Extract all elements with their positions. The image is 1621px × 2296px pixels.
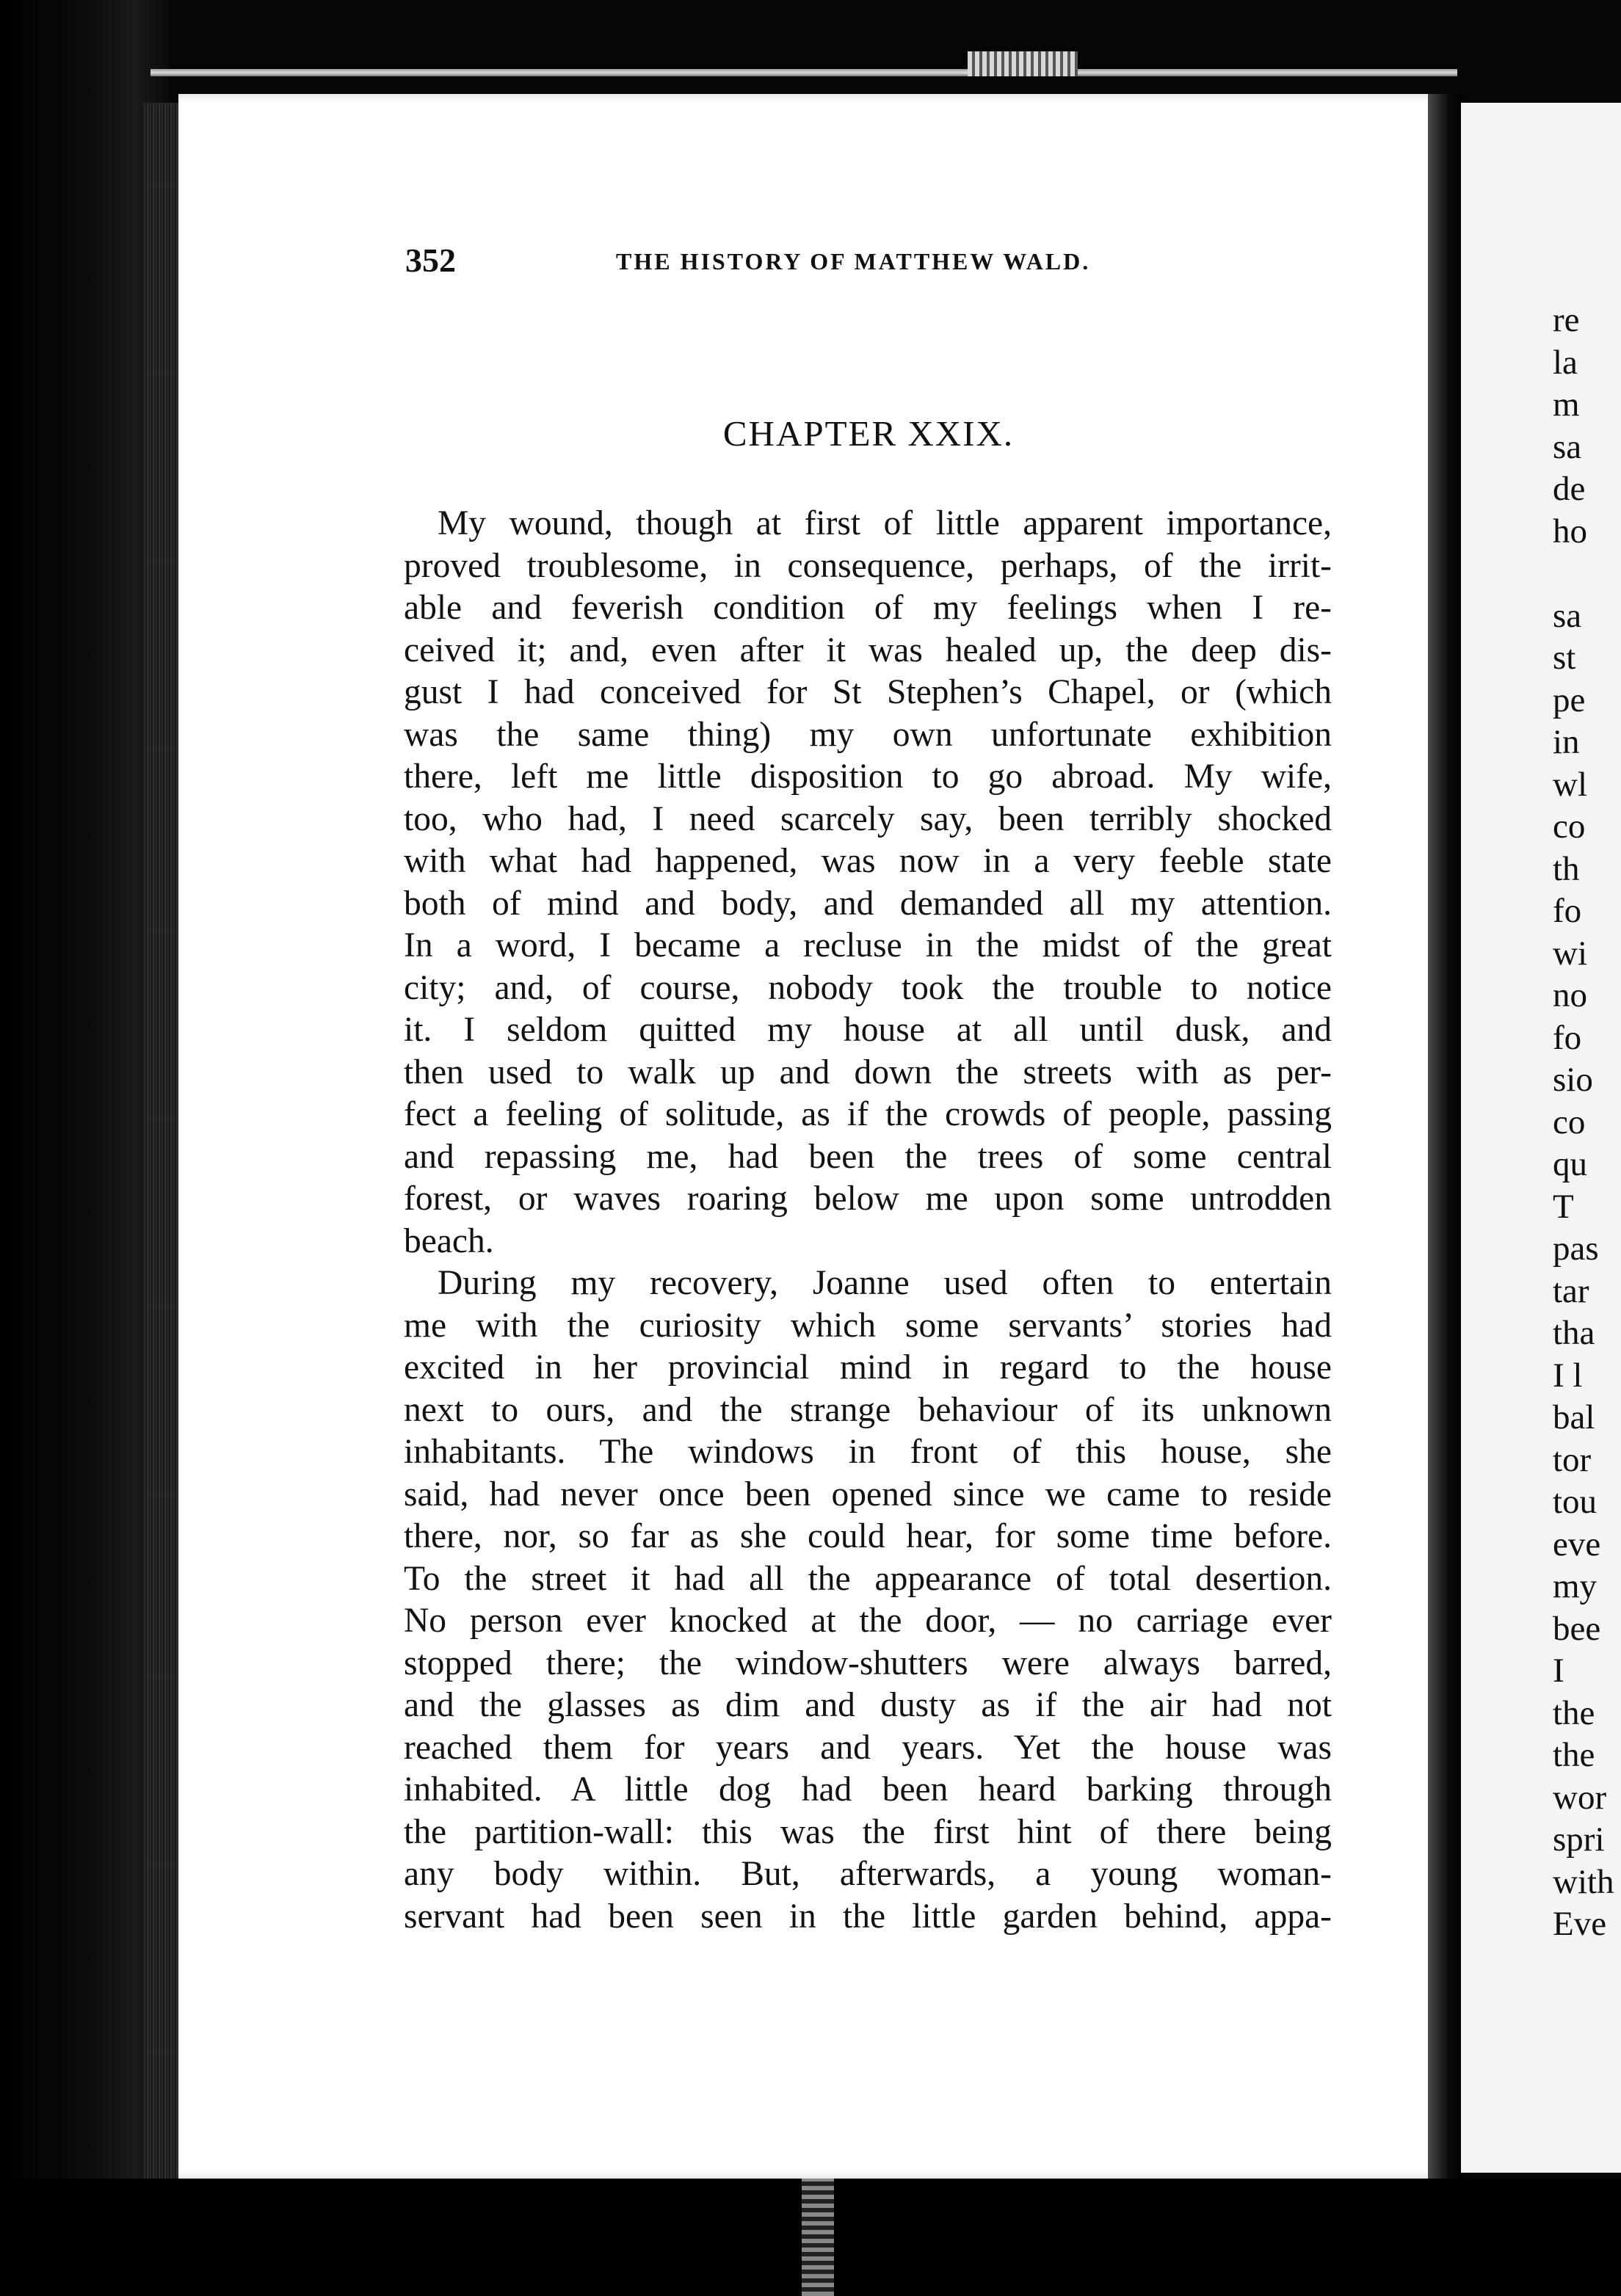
facing-text-line: ho: [1553, 512, 1587, 551]
facing-text-line: de: [1553, 470, 1586, 508]
text-line: No person ever knocked at the door, — no carriage ever: [404, 1602, 1332, 1640]
running-head: [405, 241, 1213, 277]
facing-text-line: no: [1553, 976, 1587, 1014]
text-line: To the street it had all the appearance of total desertion.: [404, 1559, 1332, 1598]
library-stamp-mark: [968, 51, 1078, 76]
facing-text-line: I l: [1553, 1356, 1583, 1395]
facing-text-line: tou: [1553, 1483, 1598, 1521]
facing-text-line: qu: [1553, 1145, 1587, 1183]
page-stack: [143, 103, 180, 2180]
text-line: excited in her provincial mind in regard to the house: [404, 1348, 1332, 1387]
text-line: beach.: [404, 1221, 494, 1260]
facing-text-line: st: [1553, 639, 1576, 677]
facing-text-line: spri: [1553, 1820, 1605, 1859]
text-line: proved troublesome, in consequence, perhaps, of the irrit-: [404, 546, 1332, 585]
text-line: next to ours, and the strange behaviour of its unknown: [404, 1390, 1332, 1429]
text-line: In a word, I became a recluse in the midst of the great: [404, 926, 1332, 964]
text-line: the partition-wall: this was the first hint of there being: [404, 1812, 1332, 1851]
text-line: inhabited. A little dog had been heard barking through: [404, 1770, 1332, 1809]
text-line: too, who had, I need scarcely say, been terribly shocked: [404, 799, 1332, 838]
facing-text-line: co: [1553, 807, 1586, 846]
text-line: forest, or waves roaring below me upon some untrodden: [404, 1180, 1332, 1218]
facing-text-line: pas: [1553, 1229, 1599, 1268]
facing-text-line: the: [1553, 1736, 1595, 1774]
text-line: ceived it; and, even after it was healed up, the deep dis-: [404, 631, 1332, 669]
text-line: stopped there; the window-shutters were always barred,: [404, 1643, 1332, 1682]
bookmark-ribbon: [802, 2179, 834, 2296]
facing-text-line: sa: [1553, 596, 1582, 635]
body-text: [404, 503, 1332, 1938]
text-line: inhabitants. The windows in front of this house, she: [404, 1433, 1332, 1471]
top-rule: [151, 69, 1457, 76]
facing-text-line: fo: [1553, 1018, 1582, 1057]
facing-text-line: fo: [1553, 892, 1582, 930]
facing-text-line: in: [1553, 723, 1580, 761]
text-line: gust I had conceived for St Stephen’s Chapel, or (which: [404, 673, 1332, 711]
page-number: 352: [405, 241, 456, 279]
text-line: servant had been seen in the little garden behind, appa-: [404, 1897, 1332, 1936]
facing-text-line: th: [1553, 849, 1580, 888]
facing-text-line: co: [1553, 1102, 1586, 1141]
facing-text-line: m: [1553, 385, 1580, 424]
facing-text-line: wor: [1553, 1778, 1607, 1817]
running-title: THE HISTORY OF MATTHEW WALD.: [616, 248, 1091, 275]
text-line: there, left me little disposition to go abroad. My wife,: [404, 758, 1332, 796]
text-line: fect a feeling of solitude, as if the crowds of people, passing: [404, 1095, 1332, 1133]
text-line: both of mind and body, and demanded all my attention.: [404, 884, 1332, 923]
facing-text-line: tor: [1553, 1440, 1592, 1479]
facing-text-line: la: [1553, 343, 1578, 382]
facing-text-line: the: [1553, 1693, 1595, 1732]
text-line: said, had never once been opened since we came to reside: [404, 1475, 1332, 1514]
facing-text-line: pe: [1553, 680, 1586, 719]
facing-text-line: tha: [1553, 1314, 1595, 1352]
text-line: any body within. But, afterwards, a young woman-: [404, 1855, 1332, 1893]
text-line: was the same thing) my own unfortunate exhibition: [404, 715, 1332, 754]
facing-text-line: sa: [1553, 427, 1582, 466]
text-line: there, nor, so far as she could hear, for some time before.: [404, 1517, 1332, 1555]
facing-text-line: tar: [1553, 1271, 1589, 1310]
facing-text-line: my: [1553, 1567, 1598, 1605]
text-line: city; and, of course, nobody took the trouble to notice: [404, 968, 1332, 1007]
chapter-heading: CHAPTER XXIX.: [722, 413, 1015, 454]
text-line: and the glasses as dim and dusty as if the air had not: [404, 1686, 1332, 1724]
text-line: able and feverish condition of my feelings when I re-: [404, 589, 1332, 627]
page-gutter: [1428, 94, 1463, 2179]
text-line: My wound, though at first of little apparent importance,: [438, 504, 1332, 542]
text-line: it. I seldom quitted my house at all until dusk, and: [404, 1011, 1332, 1049]
facing-text-line: eve: [1553, 1525, 1601, 1563]
text-line: then used to walk up and down the streets with as per-: [404, 1053, 1332, 1091]
facing-text-line: wl: [1553, 765, 1587, 804]
facing-text-line: re: [1553, 301, 1580, 339]
facing-text-line: bee: [1553, 1609, 1601, 1648]
facing-text-line: wi: [1553, 934, 1587, 973]
facing-page-text: [1553, 299, 1621, 1946]
facing-text-line: sio: [1553, 1061, 1593, 1099]
facing-text-line: with: [1553, 1862, 1614, 1901]
text-line: with what had happened, was now in a very feeble state: [404, 842, 1332, 880]
facing-text-line: [1553, 553, 1621, 595]
text-line: me with the curiosity which some servants’ stories had: [404, 1306, 1332, 1345]
facing-text-line: bal: [1553, 1398, 1595, 1436]
facing-text-line: Eve: [1553, 1905, 1607, 1943]
text-line: and repassing me, had been the trees of some central: [404, 1137, 1332, 1176]
text-line: reached them for years and years. Yet the house was: [404, 1728, 1332, 1767]
facing-text-line: I: [1553, 1652, 1564, 1690]
facing-text-line: T: [1553, 1187, 1574, 1226]
text-line: During my recovery, Joanne used often to entertain: [438, 1264, 1332, 1302]
